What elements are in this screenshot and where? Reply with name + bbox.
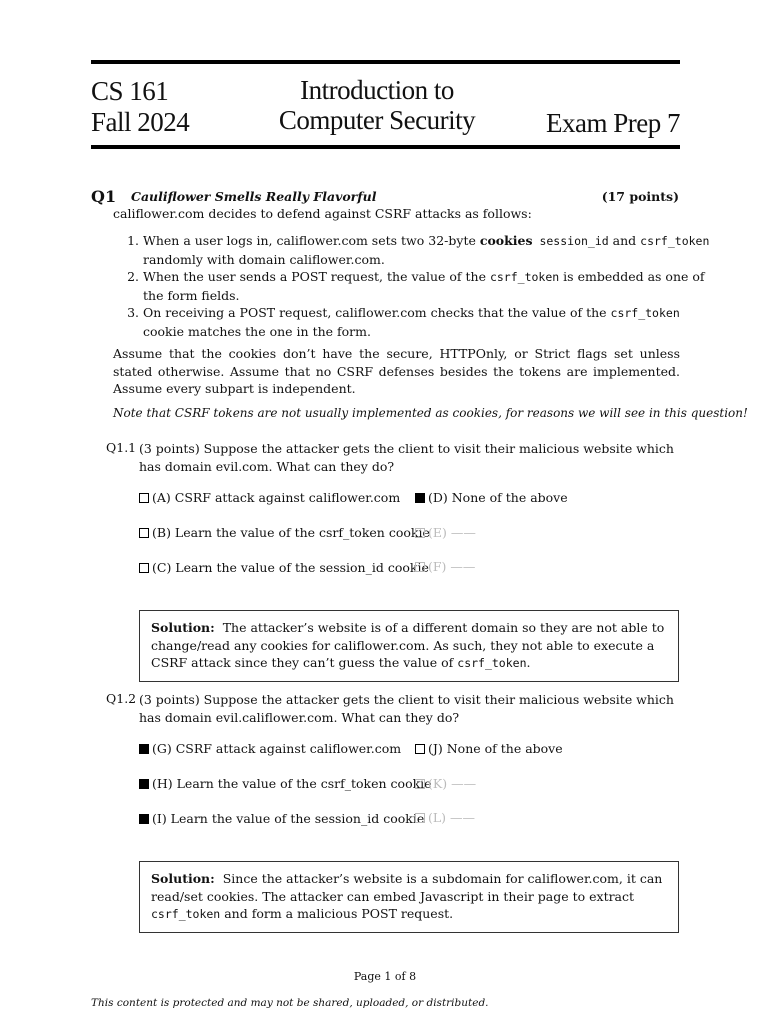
option-j[interactable]: (J) None of the above (415, 741, 563, 757)
solution-box: Solution: The attacker’s website is of a different domain so they are not able to change/read any cookies for califlower.com. As such, they not able to execute a CSRF attack since they can’t guess the value of csrf_token. (139, 610, 679, 682)
checkbox-icon[interactable] (139, 493, 149, 503)
option-g[interactable]: (G) CSRF attack against califlower.com (139, 741, 401, 757)
option-k: (K) —— (415, 776, 476, 792)
option-h[interactable]: (H) Learn the value of the csrf_token cookie (139, 776, 432, 792)
list-item: 2. When the user sends a POST request, the value of the csrf_token is embedded as one of the form fields. (143, 268, 710, 304)
checkbox-icon (415, 813, 425, 823)
checkbox-checked-icon[interactable] (415, 493, 425, 503)
question-number: Q1 (91, 187, 117, 206)
note-text: Note that CSRF tokens are not usually implemented as cookies, for reasons we will see in this question! (113, 406, 748, 420)
document-title: Exam Prep 7 (546, 108, 680, 138)
assumptions-paragraph: Assume that the cookies don’t have the secure, HTTPOnly, or Strict flags set unless stated otherwise. Assume that no CSRF defenses besides the tokens are implemented. Assume every subpart is independent. (113, 346, 680, 396)
checkbox-checked-icon[interactable] (139, 779, 149, 789)
option-i[interactable]: (I) Learn the value of the session_id cookie (139, 811, 424, 827)
option-f: (F) —— (415, 559, 475, 575)
header-top-rule (91, 60, 680, 64)
subquestion-prompt: (3 points) Suppose the attacker gets the client to visit their malicious website which has domain evil.com. What can they do? (139, 441, 674, 474)
subquestion-prompt: (3 points) Suppose the attacker gets the client to visit their malicious website which has domain evil.califlower.com. What can they do? (139, 692, 674, 725)
solution-box: Solution: Since the attacker’s website is a subdomain for califlower.com, it can read/set cookies. The attacker can embed Javascript in their page to extract csrf_token and form a malicious POST request. (139, 861, 679, 933)
checkbox-icon[interactable] (415, 744, 425, 754)
option-d[interactable]: (D) None of the above (415, 490, 568, 506)
checkbox-icon[interactable] (139, 528, 149, 538)
course-title-line1: Introduction to (300, 75, 454, 105)
checkbox-icon (415, 528, 425, 538)
option-e: (E) —— (415, 525, 476, 541)
question-intro: califlower.com decides to defend against CSRF attacks as follows: (113, 206, 532, 221)
subquestion-label: Q1.1 (106, 440, 137, 455)
option-l: (L) —— (415, 810, 475, 826)
question-points: (17 points) (601, 189, 679, 204)
option-a[interactable]: (A) CSRF attack against califlower.com (139, 490, 400, 506)
question-title: Cauliflower Smells Really Flavorful (131, 189, 377, 204)
option-b[interactable]: (B) Learn the value of the csrf_token cookie (139, 525, 430, 541)
checkbox-icon (415, 562, 425, 572)
copyright-notice: This content is protected and may not be shared, uploaded, or distributed. (91, 997, 489, 1009)
list-item: 3. On receiving a POST request, califlower.com checks that the value of the csrf_token cookie matches the one in the form. (143, 304, 710, 340)
subquestion-label: Q1.2 (106, 691, 137, 706)
option-c[interactable]: (C) Learn the value of the session_id cookie (139, 560, 429, 576)
course-title-line2: Computer Security (278, 105, 476, 135)
checkbox-icon (415, 779, 425, 789)
checkbox-checked-icon[interactable] (139, 744, 149, 754)
header-bottom-rule (91, 145, 680, 149)
course-code: CS 161 (91, 76, 169, 106)
page-number: Page 1 of 8 (353, 970, 417, 983)
term: Fall 2024 (91, 107, 190, 137)
defense-steps-list (113, 232, 710, 340)
checkbox-checked-icon[interactable] (139, 814, 149, 824)
checkbox-icon[interactable] (139, 563, 149, 573)
list-item: 1. When a user logs in, califlower.com sets two 32-byte cookies session_id and csrf_token randomly with domain califlower.com. (143, 232, 710, 268)
